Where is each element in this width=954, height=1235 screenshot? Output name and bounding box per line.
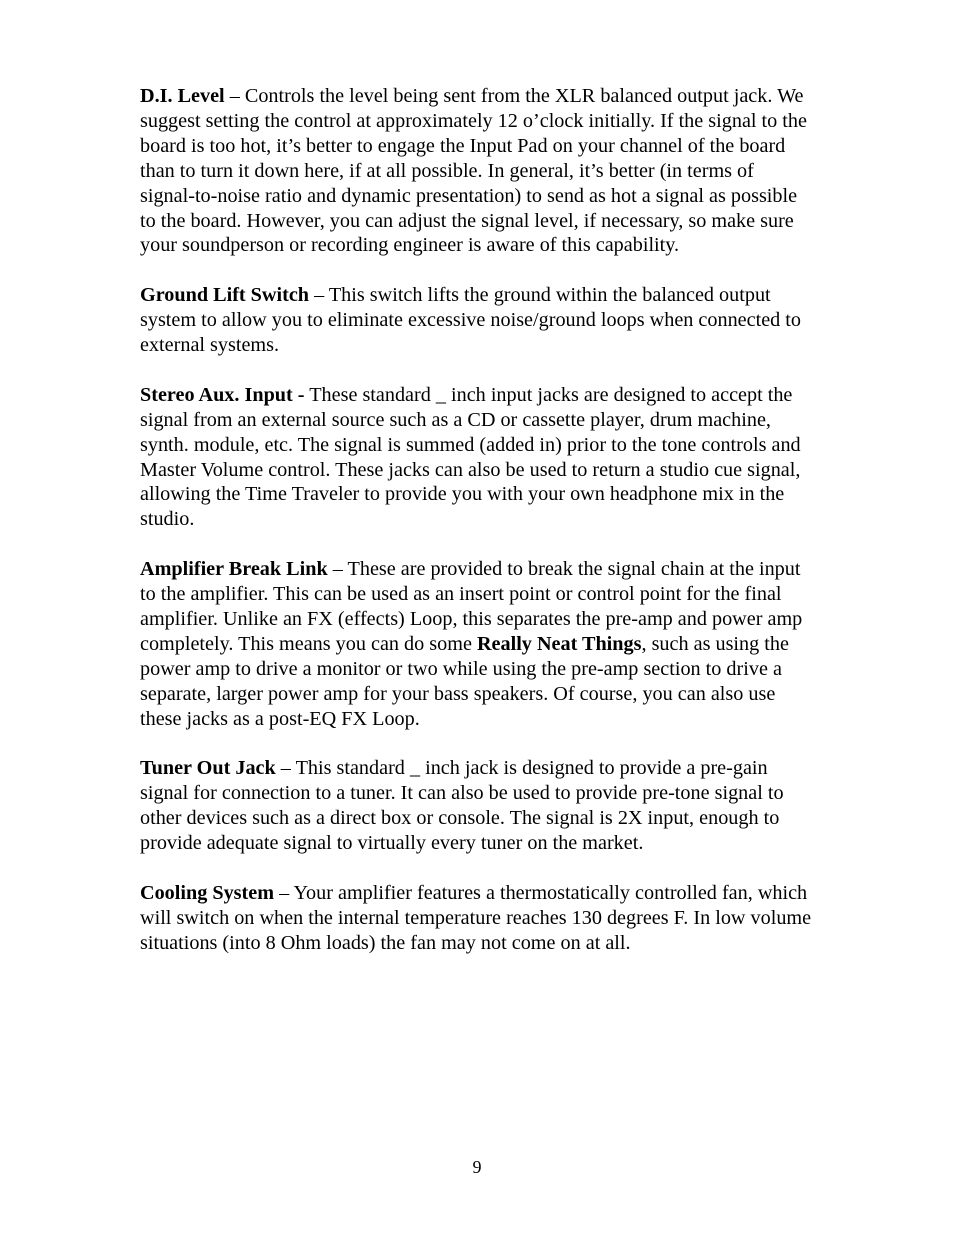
section-heading: Tuner Out Jack xyxy=(140,757,276,780)
section-tuner-out-jack xyxy=(140,756,812,856)
section-stereo-aux-input xyxy=(140,383,812,532)
section-text: These standard _ inch input jacks are designed to accept the signal from an external source such as a CD or cassette player, drum machine, synth. module, etc. The signal is summed (added in) prior to the tone controls and Master Volume control. These jacks can also be used to return a studio cue signal, allowing the Time Traveler to provide you with your own headphone mix in the studio. xyxy=(140,383,801,531)
page-number: 9 xyxy=(472,1157,482,1177)
section-heading: D.I. Level xyxy=(140,85,225,107)
section-text-before: – These are provided to break the signal chain at the input to the amplifier. This can be used as an insert point or control point for the final amplifier. Unlike an FX (effects) Loop, this separates the pre-amp and power amp completely. This means you can do some xyxy=(140,558,803,655)
section-text: – Your amplifier features a thermostatically controlled fan, which will switch on when the internal temperature reaches 130 degrees F. In low volume situations (into 8 Ohm loads) the fan may not come on at all. xyxy=(140,881,812,954)
page-body xyxy=(140,84,812,981)
section-text-after: , such as using the power amp to drive a monitor or two while using the pre-amp section to drive a separate, larger power amp for your bass speakers. Of course, you can also use these jacks as a post-EQ FX Loop. xyxy=(140,632,789,730)
emphasis-text: Really Neat Things xyxy=(476,632,642,655)
section-heading: Ground Lift Switch xyxy=(140,284,310,307)
section-heading: Amplifier Break Link xyxy=(140,558,328,581)
section-di-level xyxy=(140,84,812,258)
section-cooling-system xyxy=(140,881,812,956)
section-heading: Stereo Aux. Input - xyxy=(140,383,305,406)
section-heading: Cooling System xyxy=(140,881,275,904)
section-text: – Controls the level being sent from the XLR balanced output jack. We suggest setting the control at approximately 12 o’clock initially. If the signal to the board is too hot, it’s better to engage the Input Pad on your channel of the board than to turn it down here, if at all possible. In general, it’s better (in terms of signal-to-noise ratio and dynamic presentation) to send as hot a signal as possible to the board. However, you can adjust the signal level, if necessary, so make sure your soundperson or recording engineer is aware of this capability. xyxy=(140,85,807,257)
section-text: – This switch lifts the ground within the balanced output system to allow you to eliminate excessive noise/ground loops when connected to external systems. xyxy=(140,284,802,357)
section-amplifier-break-link xyxy=(140,557,812,731)
section-ground-lift-switch xyxy=(140,283,812,358)
section-text: – This standard _ inch jack is designed to provide a pre-gain signal for connection to a tuner. It can also be used to provide pre-tone signal to other devices such as a direct box or console. The signal is 2X input, enough to provide adequate signal to virtually every tuner on the market. xyxy=(140,757,784,855)
